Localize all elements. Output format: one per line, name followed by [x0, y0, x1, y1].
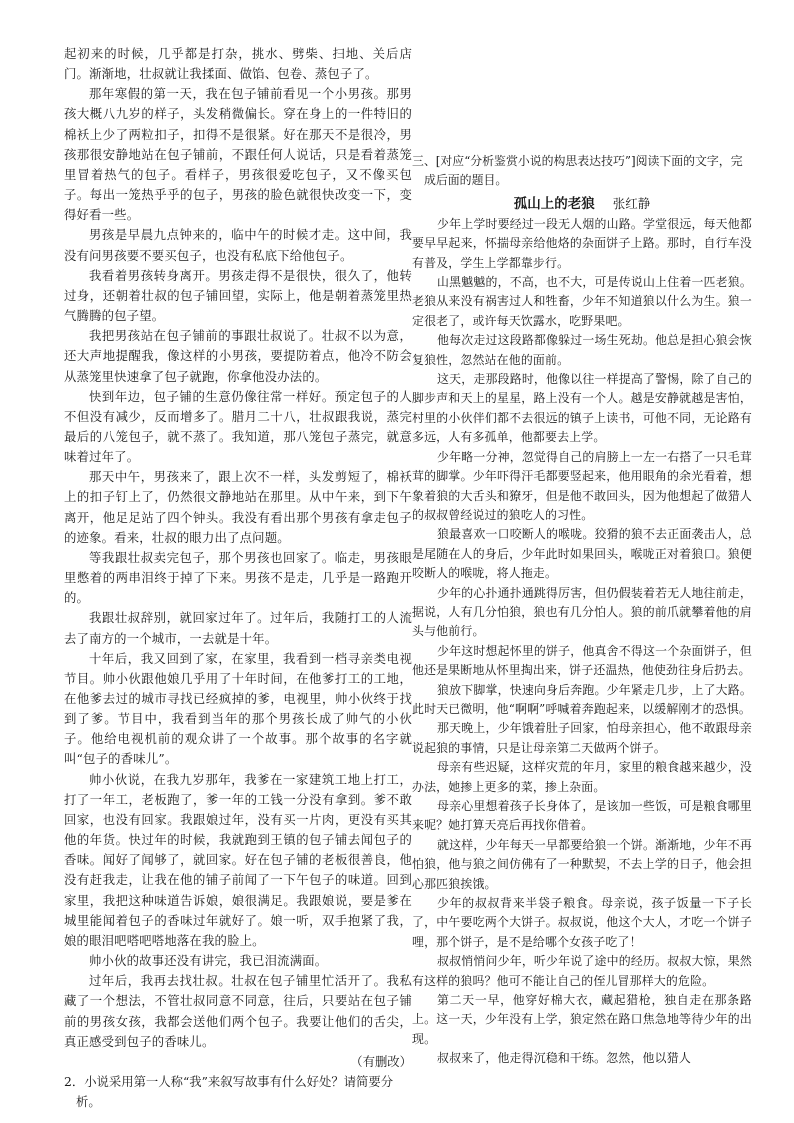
paragraph: 少年这时想起怀里的饼子，他真舍不得这一个杂面饼子，但他还是果断地从怀里掏出来，饼子还温热，他使劲往身后扔去。 [412, 643, 752, 678]
story-title-line [412, 193, 752, 215]
paragraph: 母亲有些迟疑，这样灾荒的年月，家里的粮食越来越少，没办法，她掺上更多的菜，掺上杂面。 [412, 760, 752, 794]
paragraph: 十年后，我又回到了家，在家里，我看到一档寻亲类电视节目。帅小伙跟他娘几乎用了十年时间，在他爹打工的工地，在他爹去过的城市寻找已经疯掉的爹，电视里，帅小伙终于找到了爹。节目中，我看到当年的那个男孩长成了帅气的小伙子。他给电视机前的观众讲了一个故事。那个故事的名字就叫“包子的香味儿”。 [64, 651, 412, 767]
paragraph: 过年后，我再去找壮叔。壮叔在包子铺里忙活开了。我私藏了一个想法，不管壮叔同意不同意，往后，只要站在包子铺前的男孩女孩，我都会送他们两个包子。我要让他们的舌尖，真正感受到包子的香味儿。 [64, 974, 412, 1049]
paragraph: 狼放下脚掌，快速向身后奔跑。少年紧走几步，上了大路。此时天已微明，他“啊啊”呼喊着奔跑起来，以缓解刚才的恐惧。 [412, 682, 752, 716]
paragraph: 起初来的时候，几乎都是打杂，挑水、劈柴、扫地、关后店门。渐渐地，壮叔就让我揉面、做馅、包卷、蒸包子了。 [64, 47, 412, 82]
paragraph: 少年略一分神，忽觉得自己的肩膀上一左一右搭了一只毛茸茸的脚掌。少年吓得汗毛都要竖起来，他用眼角的余光看着，想象着狼的大舌头和獠牙，但是他不敢回头，因为他想起了做猎人的叔叔曾经说过的狼吃人的习性。 [412, 449, 752, 522]
paragraph: 山黑魆魆的，不高，也不大，可是传说山上住着一匹老狼。老狼从来没有祸害过人和牲畜，少年不知道狼以什么为生。狼一定很老了，或许每天饮露水，吃野果吧。 [412, 275, 752, 328]
paragraph: 他每次走过这段路都像躲过一场生死劫。他总是担心狼会恢复狼性，忽然站在他的面前。 [412, 333, 752, 367]
right-story-body [412, 215, 752, 1069]
paragraph: 男孩是早晨九点钟来的，临中午的时候才走。这中间，我没有问男孩要不要买包子，也没有私底下给他包子。 [64, 228, 412, 263]
paragraph: 叔叔来了，他走得沉稳和干练。忽然，他以猎人 [437, 1051, 691, 1066]
left-column [64, 44, 412, 1112]
paragraph: 我跟壮叔辞别，就回家过年了。过年后，我随打工的人流去了南方的一个城市，一去就是十年。 [64, 611, 412, 646]
paragraph: 第二天一早，他穿好棉大衣，藏起猎枪，独自走在那条路上。这一天，少年没有上学，狼定然在路口焦急地等待少年的出现。 [412, 993, 752, 1046]
paragraph: 帅小伙说，在我九岁那年，我爹在一家建筑工地上打工，打了一年工，老板跑了，爹一年的工钱一分没有拿到。爹不敢回家，也没有回家。我跟娘过年，没有买一片肉，更没有买其他的年货。快过年的时候，我就跑到王镇的包子铺去闻包子的香味。闻好了闻够了，就回家。好在包子铺的老板很善良，他没有赶我走，让我在他的铺子前闻了一下午包子的味道。回到家里，我把这种味道告诉娘，娘很满足。我跟娘说，要是爹在城里能闻着包子的香味过年就好了。娘一听，双手抱紧了我，娘的眼泪吧嗒吧嗒地落在我的脸上。 [64, 772, 412, 948]
paragraph: 快到年边，包子铺的生意仍像往常一样好。预定包子的人不但没有减少，反而增多了。腊月二十八，壮叔跟我说，蒸完最后的八笼包子，就不蒸了。我知道，那八笼包子蒸完，就意味着过年了。 [64, 389, 412, 465]
paragraph: 我把男孩站在包子铺前的事跟壮叔说了。壮叔不以为意，还大声地提醒我，像这样的小男孩，要提防着点，他冷不防会从蒸笼里快速拿了包子就跑，你拿他没办法的。 [64, 329, 412, 384]
section-heading: 三、[对应“分析鉴赏小说的构思表达技巧”]阅读下面的文字，完成后面的题目。 [412, 154, 743, 188]
paragraph: 那天晚上，少年饿着肚子回家，怕母亲担心，他不敢跟母亲说起狼的事情，只是让母亲第二天做两个饼子。 [412, 721, 752, 755]
paragraph: 狼最喜欢一口咬断人的喉咙。狡猾的狼不去正面袭击人，总是尾随在人的身后，少年此时如果回头，喉咙正对着狼口。狼便咬断人的喉咙，将人拖走。 [412, 527, 752, 581]
story-title: 孤山上的老狼 [513, 195, 595, 212]
right-top-blank [412, 44, 752, 152]
paragraph: 母亲心里想着孩子长身体了，是该加一些饭，可是粮食哪里来呢？她打算天亮后再找你借着。 [412, 799, 752, 833]
paragraph: 少年的叔叔背来半袋子粮食。母亲说，孩子饭量一下子长了，中午要吃两个大饼子。叔叔说，他这个大人，才吃一个饼子哩，那个饼子，是不是给哪个女孩子吃了！ [412, 896, 752, 949]
paragraph: 叔叔悄悄问少年，听少年说了途中的经历。叔叔大惊，果然有这样的狼吗？他可不能让自己的侄儿冒那样大的危险。 [412, 954, 752, 988]
paragraph: 那天中午，男孩来了，跟上次不一样，头发剪短了，棉袄上的扣子钉上了，仍然很文静地站在那里。从中午来，到下午离开，他足足站了四个钟头。我没有看出那个男孩有拿走包子的迹象。看来，壮叔的眼力出了点问题。 [64, 470, 412, 545]
paragraph: 我看着男孩转身离开。男孩走得不是很快，很久了，他转过身，还朝着壮叔的包子铺回望，实际上，他是朝着蒸笼里热气腾腾的包子望。 [64, 268, 412, 324]
paragraph: 少年上学时要经过一段无人烟的山路。学堂很远，每天他都要早早起来，怀揣母亲给他烙的杂面饼子上路。那时，自行车没有普及，学生上学都靠步行。 [412, 216, 752, 270]
question-2: 2．小说采用第一人称“我”来叙写故事有什么好处？请简要分析。 [64, 1074, 394, 1110]
edit-note: （有删改） [350, 1054, 412, 1069]
paragraph: 这天，走那段路时，他像以往一样提高了警惕，除了自己的脚步声和天上的星星，路上没有一个人。越是安静就越是害怕，村里的小伙伴们都不去很远的镇子上读书，可他不同，无论路有多远，人有多孤单，他都要去上学。 [412, 372, 752, 445]
story-author: 张红静 [612, 195, 651, 211]
right-column [412, 44, 752, 1069]
paragraph: 帅小伙的故事还没有讲完，我已泪流满面。 [89, 954, 328, 969]
paragraph: 那年寒假的第一天，我在包子铺前看见一个小男孩。那男孩大概八九岁的样子，头发稍微偏长。穿在身上的一件特旧的棉袄上少了两粒扣子，扣得不是很紧。好在那天不是很冷，男孩那很安静地站在包子铺前，不跟任何人说话，只是看着蒸笼里冒着热气的包子。看样子，男孩很爱吃包子，又不像买包子。每出一笼热乎乎的包子，男孩的脸色就很快改变一下，变得好看一些。 [64, 87, 412, 223]
paragraph: 少年的心扑通扑通跳得厉害，但仍假装着若无人地往前走，据说，人有几分怕狼，狼也有几分怕人。狼的前爪就攀着他的肩头与他前行。 [412, 585, 752, 639]
paragraph: 就这样，少年每天一早都要给狼一个饼。渐渐地，少年不再怕狼，他与狼之间仿佛有了一种默契，不去上学的日子，他会担心那匹狼挨饿。 [412, 837, 752, 891]
paragraph: 等我跟壮叔卖完包子，那个男孩也回家了。临走，男孩眼里憋着的两串泪终于掉了下来。男孩不是走，几乎是一路跑开的。 [64, 550, 412, 606]
